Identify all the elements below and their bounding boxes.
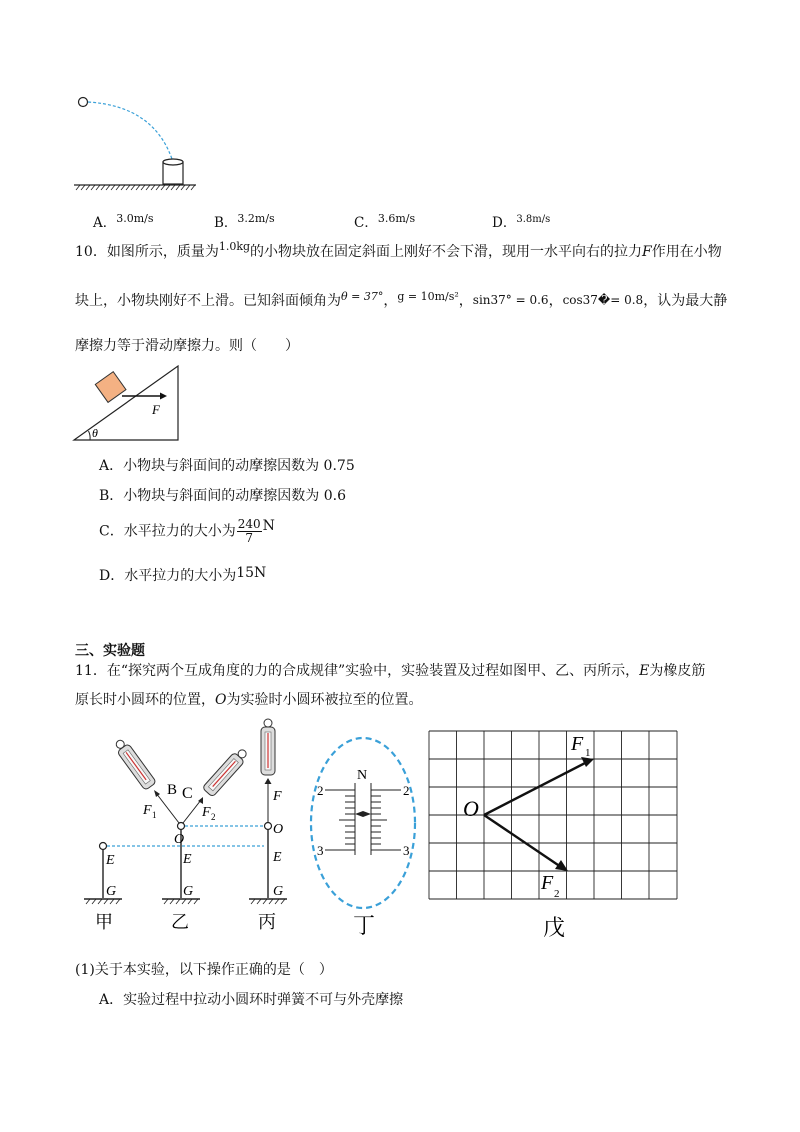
svg-text:B: B [167, 782, 178, 798]
q10-line-1: 10．如图所示，质量为$^{1.0kg}$的小物块放在固定斜面上刚好不会下滑，现用一水平向右的拉力F作用在小物 [75, 240, 722, 260]
svg-text:F: F [571, 733, 584, 755]
q10-incline-figure [70, 362, 185, 444]
svg-text:G: G [106, 884, 117, 899]
svg-text:2: 2 [211, 812, 216, 822]
q9-figure [70, 90, 210, 195]
q11-sub1: (1)关于本实验，以下操作正确的是（ ） [75, 962, 333, 978]
svg-text:O: O [463, 796, 479, 821]
svg-text:3: 3 [403, 843, 410, 858]
setup-bing [249, 719, 287, 932]
q10-option-c: C．水平拉力的大小为 $\frac{240}{7}$ N [99, 517, 275, 545]
svg-text:F: F [541, 872, 554, 894]
svg-text:3: 3 [317, 843, 324, 858]
fraction-240-7: $\frac{240}{7}$ [237, 517, 261, 545]
q9-option-c: C．$^{3.6m/s}$ [354, 212, 416, 231]
label-wu: 戊 [543, 915, 566, 940]
svg-text:E: E [273, 850, 282, 865]
svg-text:2: 2 [317, 783, 324, 798]
svg-text:O: O [174, 832, 185, 847]
q9-option-a: A．$^{3.0m/s}$ [93, 212, 154, 231]
q9-option-b: B．$^{3.2m/s}$ [214, 212, 275, 231]
angle-label: θ [92, 426, 98, 440]
section-title: 三、实验题 [75, 643, 145, 659]
svg-text:F: F [202, 805, 211, 820]
svg-text:E: E [183, 852, 192, 867]
q11-apparatus-figure [70, 718, 315, 938]
trajectory-line [88, 102, 173, 162]
svg-text:F: F [143, 803, 152, 818]
ball [79, 98, 88, 107]
ground-hatch [76, 185, 195, 190]
label-bing: 丙 [258, 912, 276, 932]
svg-text:O: O [273, 822, 284, 837]
q10-option-a: A．小物块与斜面间的动摩擦因数为 0.75 [99, 458, 355, 474]
svg-text:G: G [273, 884, 284, 899]
label-yi: 乙 [171, 912, 189, 932]
q10-line-2: 块上，小物块刚好不上滑。已知斜面倾角为$^{\theta = 37^\circ}$，$^{g = 10m/s^2}$，sin37° = 0.6，cos37�= 0.8，认为最大静 [75, 290, 728, 309]
force-label: F [152, 402, 160, 417]
setup-yi [112, 737, 250, 932]
svg-text:2: 2 [403, 783, 410, 798]
label-ding: 丁 [353, 913, 376, 938]
label-jia: 甲 [95, 912, 113, 932]
pointer [355, 811, 371, 817]
svg-text:1: 1 [585, 747, 591, 759]
svg-text:F: F [273, 789, 282, 804]
svg-text:1: 1 [152, 810, 157, 820]
setup-jia [84, 843, 122, 933]
svg-text:2: 2 [554, 888, 560, 900]
q10-option-d: D．水平拉力的大小为15N [99, 565, 267, 584]
q10-line-3: 摩擦力等于滑动摩擦力。则（ ） [75, 338, 299, 354]
q11-magnified-scale [305, 735, 420, 945]
q11-force-grid [425, 725, 690, 945]
svg-text:N: N [357, 768, 368, 783]
cup [163, 159, 183, 184]
incline [74, 366, 178, 440]
q9-option-d: D．$^{3.8m/s}$ [492, 214, 551, 231]
svg-text:G: G [183, 884, 194, 899]
q11-sub1-option-a: A．实验过程中拉动小圆环时弹簧不可与外壳摩擦 [99, 992, 404, 1008]
q11-line-2: 原长时小圆环的位置，O为实验时小圆环被拉至的位置。 [75, 692, 423, 708]
q10-option-b: B．小物块与斜面间的动摩擦因数为 0.6 [99, 488, 347, 504]
q11-line-1: 11．在“探究两个互成角度的力的合成规律”实验中，实验装置及过程如图甲、乙、丙所示，E为橡皮筋 [75, 663, 706, 679]
svg-text:C: C [182, 785, 193, 802]
svg-text:E: E [106, 853, 115, 868]
magnify-ellipse [311, 738, 415, 908]
block [95, 372, 126, 403]
